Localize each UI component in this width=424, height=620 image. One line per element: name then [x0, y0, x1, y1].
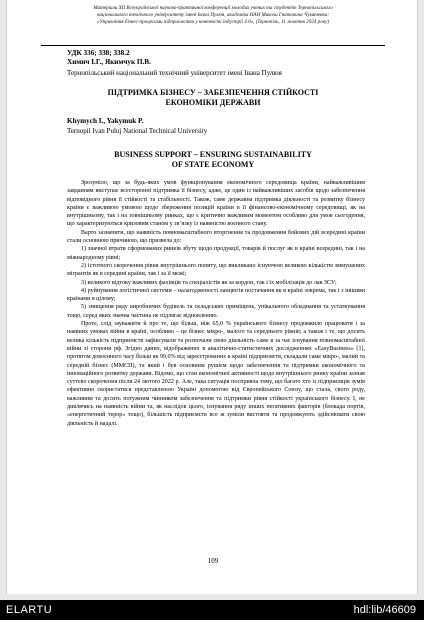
document-page	[6, 0, 418, 594]
paragraph: Варто зазначити, що наявність повномасштабного вторгнення та продовження бойових дій всередині країни стали основною причиною, що призвела до:	[67, 229, 365, 245]
header-line: національного технічного університету імені Івана Пулюя, академіка НАН Миколи Гнатовича Чумаченка:	[96, 12, 330, 18]
authors-english: Khymych I., Yakymuk P.	[67, 117, 144, 125]
paragraph: Проте, слід зауважити й про те, що більш, ніж 65,0 % українського бізнесу продовжило працювати і за наявних умовах війни в країні, особливо – це бізнес мікро-, малого та середнього рівнів; а також і те, що досить велика кількість підприємств зафіксували та розпочали свою діяльність саме в за час існування повномасштабної війни зі сторони рф. Згідно даних, відображених в аналітично-статистичних дослідженнях «EasyBusiness» [1], протягом довоєнного часу більш як 99,0% від зареєстрованих в країні підприємств, складали саме мікро-, малий та середній бізнес (ММСП), та який і був основним рушієм щодо забезпечення та підтримки економічного та інноваційного розвитку держави. Відомо, що стан економічної активності щодо внутрішнього ринку країни зазнав суттєво скорочення після 24 лютого 2022 р. Але, така ситуація посприяла тому, що багато хто із підприємців зумів ефективно скористатися представленою Україні допомогою від Європейського Союзу, що стала, свого роду, важливим та досить потужним чинником забезпечення та підтримки рівня стійкості українського бізнесу. І, не дивлячись на наявність війни та, як наслідок цього, існування ряду інших негативних факторів (блокада портів, «енергетичний терор» тощо), більшість підприємств все ж зуміли вистояти та продовжують здійснювати свою діяльність й надалі.	[67, 321, 365, 427]
paragraph: Зрозуміло, що за будь-яких умов функціонування економічного середовища країни, найважливішим завданням виступає всесторонні підтримка її бізнесу, адже, це один із найважливіших засобів щодо забезпечення відповідного рівня її стійкості та стабільності. Також, саме державна підтримка діяльності та розвитку бізнесу країни є важливою умовою щодо збереження позицій країни в її фінансово-економічному середовищі, як на внутрішньому, так і на зовнішньому ринках, що є критично важливим моментом особливо для умов сьогодення, що характеризуються кризовим станом у зв’язку із наявністю воєнного стану.	[67, 180, 365, 228]
header-line: Матеріали XII Всеукраїнської науково-практичної конференції молодих учених та студентів Тернопільського	[93, 5, 333, 11]
conference-header	[41, 5, 385, 46]
title-line: BUSINESS SUPPORT – ENSURING SUSTAINABILITY	[114, 150, 312, 159]
page-number: 109	[207, 557, 219, 565]
paragraph: 3) великого відтоку важливих фахівців та спеціалістів як за кордон, так і їх мобілізація до лав ЗСУ;	[81, 279, 337, 286]
title-line: ЕКОНОМІКИ ДЕРЖАВИ	[165, 98, 261, 107]
handle-identifier[interactable]: hdl:lib/46609	[353, 604, 416, 616]
article-body	[67, 179, 365, 428]
authors-ukrainian: Химич І.Г., Якимчук П.В.	[67, 58, 151, 66]
paragraph: 4) руйнування логістичної системи – налагодженості ланцюгів постачання як в країні зокрема, так і з іншими країнами в цілому;	[67, 287, 365, 303]
title-english	[41, 150, 385, 170]
paragraph: 5) знищення ряду виробничих будівель та складських приміщень, унікального обладнання та устаткування тощо, серед яких значна частина не підлягає відновленню.	[67, 304, 365, 319]
header-line: «Управління бізнес-процесами підприємства у контексті індустрії 4.0», (Тернопіль, 11 жовтня 2024 року)	[96, 19, 330, 25]
repository-name: ELARTU	[6, 604, 53, 616]
repository-footer	[0, 600, 424, 620]
affiliation-ukrainian: Тернопільський національний технічний університет імені Івана Пулюя	[67, 69, 282, 77]
udk-code: УДК 336; 338; 338.2	[67, 49, 130, 57]
title-line: ПІДТРИМКА БІЗНЕСУ – ЗАБЕЗПЕЧЕННЯ СТІЙКОСТІ	[107, 88, 319, 97]
affiliation-english: Ternopil Ivan Puluj National Technical University	[67, 127, 208, 135]
title-line: OF STATE ECONOMY	[171, 160, 255, 169]
title-ukrainian	[41, 88, 385, 108]
paragraph: 2) істотного скорочення рівня внутрішнього попиту, що викликано існуючою великою кількістю вимушених мігрантів як в середині країни, так і за її межі;	[67, 262, 365, 278]
paragraph: 1) значної втрати сформованих ринків збуту щодо продукції, товарів й послуг як в країні всередині, так і на міжнародному рівні;	[67, 246, 365, 261]
